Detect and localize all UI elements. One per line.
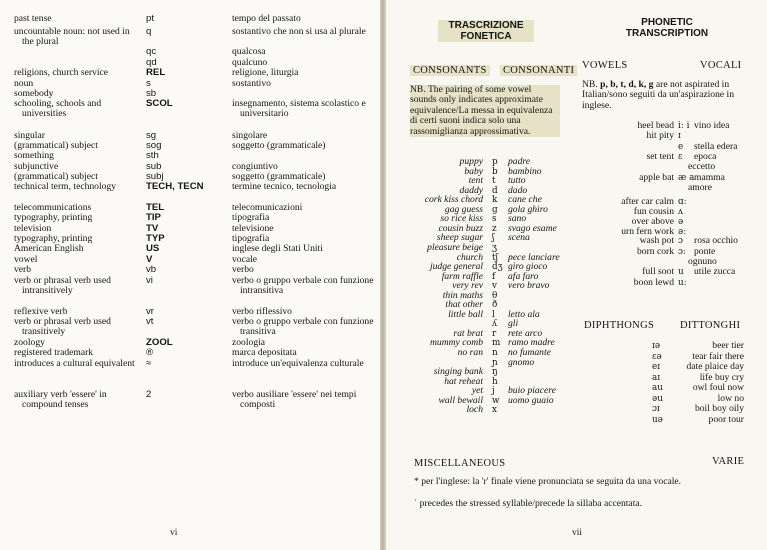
abbreviation: TV — [146, 223, 159, 234]
consonant-example-en: yet — [471, 385, 483, 397]
diphthong-example: life buy cry — [699, 371, 744, 383]
consonant-symbol: k — [492, 195, 498, 206]
diphthong-symbol: uə — [652, 414, 663, 425]
english-meaning: telecommunications — [14, 202, 92, 213]
vowel-symbol: ɔː — [678, 247, 686, 257]
vowel-example-en: after car calm — [621, 196, 674, 207]
vowel-example-en: heel bead — [637, 120, 674, 131]
consonant-symbol: x — [492, 405, 497, 416]
consonant-example-it: gli — [508, 318, 519, 330]
vowel-symbol: ɑː — [678, 197, 687, 207]
italian-meaning: tipografia — [232, 233, 270, 244]
consonant-symbol: θ — [492, 290, 498, 301]
italian-meaning: inglese degli Stati Uniti — [232, 243, 323, 254]
consonant-example-en: cork kiss chord — [424, 194, 483, 206]
diphthong-symbol: aɪ — [652, 372, 661, 383]
english-meaning: singular — [14, 130, 45, 141]
english-meaning: vowel — [14, 254, 38, 265]
abbreviation-row — [0, 99, 380, 129]
abbreviation: sog — [146, 140, 162, 151]
vowel-symbol: æ a — [678, 173, 695, 183]
italian-meaning: verbo ausiliare 'essere' nei tempi composti — [232, 389, 357, 411]
italian-meaning: soggetto (grammaticale) — [232, 171, 326, 182]
diphthong-example: beer tier — [712, 340, 744, 351]
abbreviation: TEL — [146, 202, 165, 213]
consonant-example-it: giro gioco — [508, 261, 548, 273]
vowel-example-it: ponte — [694, 246, 716, 257]
consonant-symbol: w — [492, 395, 500, 406]
misc-note-stress-text: precedes the stressed syllable/precede la sillaba accentata. — [419, 498, 643, 509]
abbreviation: vi — [146, 275, 153, 286]
english-meaning: uncountable noun: not used in the plural — [14, 26, 130, 48]
consonant-example-it: cane che — [508, 194, 542, 206]
consonant-symbol: ŋ — [492, 367, 498, 378]
vowel-example-en: boon lewd — [633, 277, 674, 288]
italian-meaning: vocale — [232, 254, 258, 265]
vowel-symbol: əː — [678, 227, 687, 237]
consonant-symbol: j — [492, 386, 495, 397]
consonant-example-it: gola ghiro — [508, 203, 548, 215]
consonant-example-en: tent — [468, 175, 483, 187]
vowel-example-en: over above — [631, 216, 674, 227]
consonant-example-it: scena — [508, 232, 530, 244]
italian-meaning: qualcuno — [232, 57, 268, 68]
consonant-symbol: t — [492, 176, 496, 187]
consonant-symbol: l — [492, 309, 495, 320]
vowel-example-en: full soot — [642, 266, 674, 277]
english-meaning: auxiliary verb 'essere' in compound tenses — [14, 389, 107, 411]
diphthong-symbol: ɛə — [652, 351, 662, 362]
consonant-example-en: judge general — [429, 261, 483, 273]
english-meaning: registered trademark — [14, 347, 94, 358]
misc-note-r-text: per l'inglese: la 'r' finale viene pronunciata se seguita da una vocale. — [421, 476, 682, 487]
consonant-example-en: so rice kiss — [440, 213, 483, 225]
consonant-example-it: no fumante — [508, 347, 551, 358]
abbreviation: ≈ — [146, 358, 152, 369]
title-english: PHONETIC TRANSCRIPTION — [625, 17, 709, 39]
consonant-example-en: daddy — [459, 184, 483, 196]
italian-meaning: marca depositata — [232, 347, 297, 358]
consonant-example-en: gag guess — [444, 203, 483, 215]
consonant-example-en: mummy comb — [429, 337, 483, 349]
english-meaning: somebody — [14, 88, 54, 99]
english-meaning: zoology — [14, 337, 45, 348]
consonant-example-it: tutto — [508, 175, 526, 187]
abbreviation: pt — [146, 13, 155, 24]
consonant-example-it: gnomo — [508, 356, 535, 368]
english-meaning: American English — [14, 243, 84, 254]
consonant-example-it: sano — [508, 213, 527, 225]
italian-meaning: termine tecnico, tecnologia — [232, 181, 337, 192]
abbreviation: SCOL — [146, 98, 173, 109]
italian-meaning: sostantivo — [232, 78, 271, 89]
english-meaning: past tense — [14, 13, 52, 24]
diphthong-symbol: əu — [652, 393, 663, 404]
abbreviation: US — [146, 243, 160, 254]
diphthong-example: date plaice day — [686, 361, 744, 372]
diphthong-symbol: eɪ — [652, 362, 661, 372]
italian-meaning: telecomunicazioni — [232, 202, 303, 213]
consonant-symbol: n — [492, 348, 498, 358]
english-meaning: religions, church service — [14, 67, 109, 78]
vowel-example-it: eccetto — [688, 161, 716, 172]
vowels-note-prefix: NB. — [582, 79, 598, 90]
consonant-example-it: afa faro — [508, 270, 539, 282]
abbreviation: ® — [146, 347, 154, 358]
consonant-example-en: that other — [445, 299, 483, 311]
diphthong-example: low no — [717, 392, 744, 404]
consonant-example-en: baby — [464, 165, 483, 177]
page-number-left: vi — [170, 528, 178, 538]
diphthong-symbol: ɔɪ — [652, 404, 660, 414]
consonant-example-en: wall bewail — [438, 394, 483, 406]
abbreviation: sth — [146, 150, 159, 161]
diphthong-symbol: au — [652, 383, 663, 393]
consonant-example-en: rat brat — [453, 327, 483, 339]
italian-meaning: tipografia — [232, 212, 270, 223]
abbreviation: TECH, TECN — [146, 181, 204, 192]
italian-meaning: tempo del passato — [232, 13, 301, 24]
consonant-symbol: g — [492, 204, 498, 215]
consonant-example-en: farm raffle — [441, 270, 483, 282]
consonant-example-en: church — [456, 251, 483, 263]
consonant-example-it: dado — [508, 184, 528, 196]
vowel-example-it: epoca — [694, 151, 717, 162]
consonant-example-it: padre — [508, 156, 531, 167]
italian-meaning: religione, liturgia — [232, 67, 299, 78]
consonant-example-en: very rev — [452, 280, 483, 292]
misc-note-stress — [414, 499, 642, 509]
diphthongs-heading-it: DITTONGHI — [680, 320, 741, 331]
abbreviation: REL — [146, 67, 166, 78]
vowel-symbol: ə — [678, 217, 684, 227]
consonant-example-en: loch — [466, 404, 483, 416]
diphthong-example: owl foul now — [692, 382, 744, 393]
vowel-symbol: ʌ — [678, 207, 683, 217]
diphthong-symbol: ɪə — [652, 341, 661, 351]
vowel-example-en: hit pity — [646, 130, 674, 141]
italian-meaning: singolare — [232, 130, 268, 141]
consonant-example-en: no ran — [457, 347, 483, 358]
english-meaning: technical term, technology — [14, 181, 117, 192]
consonant-symbol: tʃ — [492, 252, 498, 263]
diphthong-example: poor tour — [708, 413, 744, 425]
italian-meaning: introduce un'equivalenza culturale — [232, 358, 364, 369]
english-meaning: verb — [14, 264, 32, 275]
english-meaning: noun — [14, 78, 34, 89]
vowel-example-en: fun cousin — [633, 206, 674, 217]
abbreviation: 2 — [146, 389, 152, 400]
italian-meaning: congiuntivo — [232, 161, 278, 172]
vowel-symbol: iː i — [678, 121, 690, 131]
vowel-symbol: uː — [678, 278, 687, 288]
vowel-example-en: set tent — [646, 151, 674, 162]
consonant-example-en: pleasure beige — [427, 241, 483, 253]
consonant-symbol: r — [492, 328, 497, 339]
consonant-symbol: ʎ — [492, 319, 497, 330]
asterisk-mark: * — [414, 476, 419, 487]
vowel-symbol: ɪ — [678, 131, 681, 141]
italian-meaning: soggetto (grammaticale) — [232, 140, 326, 151]
vowel-example-it: stella edera — [694, 141, 738, 152]
english-meaning: schooling, schools and universities — [14, 98, 102, 120]
consonant-example-it: ramo madre — [508, 337, 555, 349]
english-meaning: reflexive verb — [14, 306, 68, 317]
english-meaning: introduces a cultural equivalent — [14, 358, 135, 369]
consonant-symbol: p — [492, 157, 498, 167]
abbreviation: qd — [146, 57, 157, 68]
abbreviation: qc — [146, 46, 157, 57]
consonant-symbol: f — [492, 271, 496, 282]
vowel-example-en: apple bat — [639, 172, 674, 183]
consonant-example-en: singing bank — [433, 366, 483, 378]
english-meaning: (grammatical) subject — [14, 140, 98, 151]
consonant-example-en: puppy — [459, 156, 483, 167]
consonant-symbol: s — [492, 214, 497, 225]
english-meaning: (grammatical) subject — [14, 171, 98, 182]
italian-meaning: zoologia — [232, 337, 266, 348]
vowels-note-letters: p, b, t, d, k, g — [600, 79, 654, 90]
consonant-example-it: rete arco — [508, 327, 543, 339]
italian-meaning: verbo o gruppo verbale con funzione transitiva — [232, 316, 374, 338]
consonant-symbol: ʒ — [492, 242, 497, 253]
consonant-example-en: thin maths — [442, 289, 483, 301]
italian-meaning: televisione — [232, 223, 274, 234]
abbreviation: s — [146, 78, 151, 89]
abbreviation: sg — [146, 130, 157, 141]
misc-note-r — [414, 477, 681, 487]
consonant-example-en: hat reheat — [444, 375, 483, 387]
page-number-right: vii — [572, 528, 583, 538]
italian-meaning: qualcosa — [232, 46, 266, 57]
vowels-note — [582, 80, 754, 111]
abbreviation: subj — [146, 171, 164, 182]
vowel-example-it: amore — [688, 182, 712, 193]
vowel-example-en: wash pot — [639, 235, 674, 246]
consonant-example-en: cousin buzz — [438, 222, 483, 234]
consonants-heading-en: CONSONANTS — [410, 65, 490, 76]
consonant-symbol: v — [492, 281, 497, 292]
english-meaning: verb or phrasal verb used transitively — [14, 316, 111, 338]
abbreviation: TYP — [146, 233, 165, 244]
miscellaneous-heading-it: VARIE — [712, 456, 745, 467]
consonant-symbol: h — [492, 376, 498, 387]
abbreviation: vb — [146, 264, 157, 275]
abbreviation: sb — [146, 88, 157, 99]
vowel-symbol: u — [678, 267, 684, 277]
vowel-symbol: ɔ — [678, 236, 683, 246]
vowel-example-it: rosa occhio — [694, 235, 738, 246]
consonant-example-it: buio piacere — [508, 385, 556, 397]
diphthongs-heading-en: DIPHTHONGS — [584, 320, 655, 331]
left-page — [0, 0, 380, 550]
vowel-example-en: urn fern work — [621, 226, 674, 237]
consonant-symbol: d — [492, 185, 498, 196]
consonants-note: NB. The pairing of some vowel sounds only indicates approximate equivalence/La messa in equivalenza di certi suoni indica solo una rassomiglianza approssimativa. — [410, 85, 560, 137]
consonant-symbol: z — [492, 223, 497, 234]
consonant-symbol: dʒ — [492, 262, 503, 273]
vowel-example-it: vino idea — [694, 120, 730, 131]
abbreviation: sub — [146, 161, 162, 172]
consonants-heading-it: CONSONANTI — [500, 65, 577, 76]
vowel-example-it: mamma — [694, 172, 725, 183]
consonant-example-it: svago esame — [508, 222, 557, 234]
italian-meaning: insegnamento, sistema scolastico e universitario — [232, 98, 366, 120]
abbreviation: ZOOL — [146, 337, 173, 348]
consonant-symbol: ɲ — [492, 357, 498, 368]
consonant-example-it: letto ala — [508, 308, 540, 320]
vowels-heading-it: VOCALI — [700, 60, 742, 71]
abbreviation-row — [0, 390, 380, 420]
title-italian: TRASCRIZIONE FONETICA — [438, 20, 534, 42]
vowel-example-it: ognuno — [688, 256, 717, 267]
vowel-symbol: ɛ — [678, 152, 683, 162]
abbreviation-row — [0, 359, 380, 389]
abbreviation: vr — [146, 306, 154, 317]
english-meaning: television — [14, 223, 52, 234]
vowel-example-en: born cork — [636, 246, 674, 257]
english-meaning: typography, printing — [14, 233, 93, 244]
italian-meaning: verbo riflessivo — [232, 306, 292, 317]
abbreviation: TIP — [146, 212, 161, 223]
consonant-symbol: m — [492, 338, 501, 349]
miscellaneous-heading-en: MISCELLANEOUS — [414, 458, 506, 469]
vowel-symbol: e — [678, 142, 684, 152]
english-meaning: subjunctive — [14, 161, 59, 172]
consonant-example-it: pece lanciare — [508, 251, 560, 263]
vowel-example-it: utile zucca — [694, 266, 736, 277]
abbreviation-row — [0, 276, 380, 306]
consonant-symbol: ð — [492, 300, 498, 311]
right-page — [386, 0, 767, 550]
consonant-example-en: sheep sugar — [436, 232, 483, 244]
stress-mark: ˈ — [414, 498, 418, 509]
abbreviation: q — [146, 26, 152, 37]
italian-meaning: sostantivo che non si usa al plurale — [232, 26, 366, 37]
consonant-symbol: b — [492, 166, 498, 177]
consonant-example-it: vero bravo — [508, 280, 550, 292]
diphthong-example: tear fair there — [692, 350, 744, 362]
vowels-note-rest: are not aspirated in Italian/sono seguiti da un'aspirazione in inglese. — [582, 79, 734, 111]
consonant-example-it: bambino — [508, 165, 542, 177]
diphthong-example: boil boy oily — [694, 403, 744, 414]
abbreviation: vt — [146, 316, 154, 327]
consonant-example-en: little ball — [448, 308, 483, 320]
consonant-example-it: uomo guaio — [508, 394, 554, 406]
vowels-heading-en: VOWELS — [582, 60, 628, 71]
consonant-symbol: ʃ — [492, 233, 495, 244]
italian-meaning: verbo o gruppo verbale con funzione intransitiva — [232, 275, 374, 297]
english-meaning: something — [14, 150, 54, 161]
italian-meaning: verbo — [232, 264, 254, 275]
abbreviation: V — [146, 254, 153, 265]
english-meaning: verb or phrasal verb used intransitively — [14, 275, 111, 297]
english-meaning: typography, printing — [14, 212, 93, 223]
